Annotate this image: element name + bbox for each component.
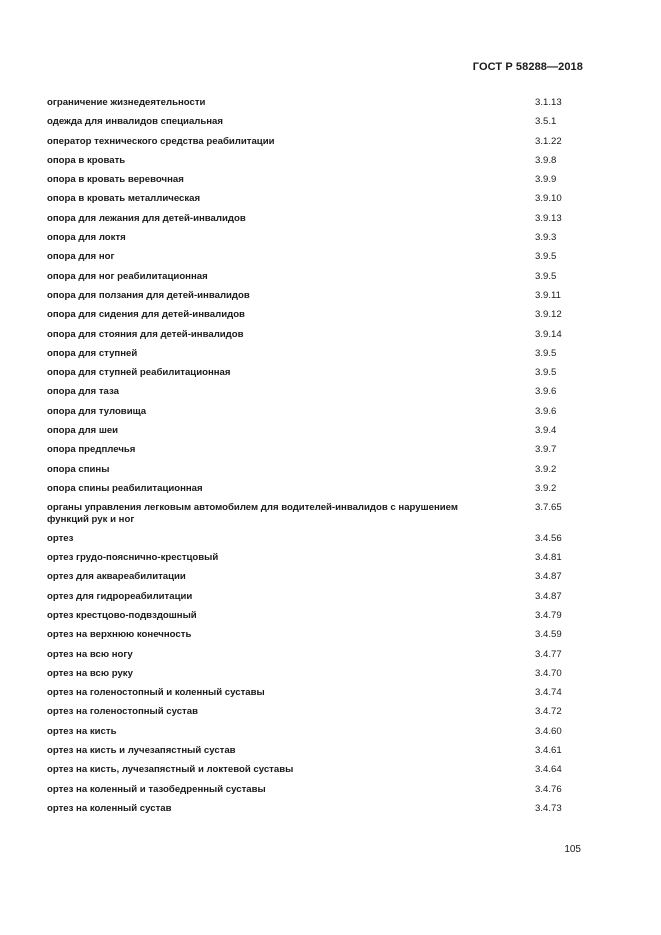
index-entry bbox=[47, 347, 567, 366]
index-entry bbox=[47, 270, 567, 289]
index-entry bbox=[47, 802, 567, 821]
index-entry bbox=[47, 763, 567, 782]
index-entry bbox=[47, 385, 567, 404]
index-ref: 3.4.72 bbox=[535, 706, 562, 718]
index-entry bbox=[47, 212, 567, 231]
index-ref: 3.9.14 bbox=[535, 328, 562, 340]
index-term: опора для локтя bbox=[47, 232, 126, 244]
index-term: ортез на коленный и тазобедренный суставы bbox=[47, 783, 266, 795]
index-ref: 3.9.8 bbox=[535, 154, 557, 166]
index-ref: 3.1.22 bbox=[535, 135, 562, 147]
index-term: ортез на кисть, лучезапястный и локтевой суставы bbox=[47, 764, 294, 776]
index-ref: 3.4.70 bbox=[535, 667, 562, 679]
index-entry bbox=[47, 482, 567, 501]
index-ref: 3.4.73 bbox=[535, 802, 562, 814]
index-term: оператор технического средства реабилитации bbox=[47, 135, 275, 147]
index-entry bbox=[47, 783, 567, 802]
index-ref: 3.9.9 bbox=[535, 174, 557, 186]
index-term: ортез крестцово-подвздошный bbox=[47, 609, 197, 621]
index-term: опора спины реабилитационная bbox=[47, 482, 203, 494]
index-term: ортез на кисть bbox=[47, 725, 117, 737]
index-term: опора для ступней bbox=[47, 347, 138, 359]
index-term: опора для шеи bbox=[47, 425, 119, 437]
index-term: ортез на верхнюю конечность bbox=[47, 629, 192, 641]
index-ref: 3.4.76 bbox=[535, 783, 562, 795]
index-entry bbox=[47, 289, 567, 308]
index-entry bbox=[47, 135, 567, 154]
index-term: опора для стояния для детей-инвалидов bbox=[47, 328, 244, 340]
index-entry bbox=[47, 250, 567, 269]
index-term: ортез на голеностопный сустав bbox=[47, 706, 198, 718]
index-term: опора для лежания для детей-инвалидов bbox=[47, 212, 246, 224]
index-entry bbox=[47, 424, 567, 443]
index-entry bbox=[47, 192, 567, 211]
index-term: опора для ног bbox=[47, 251, 115, 263]
index-ref: 3.9.2 bbox=[535, 463, 557, 475]
index-ref: 3.9.5 bbox=[535, 251, 557, 263]
index-term: ограничение жизнедеятельности bbox=[47, 97, 206, 108]
index-ref: 3.9.13 bbox=[535, 212, 562, 224]
index-term: ортез грудо-пояснично-крестцовый bbox=[47, 552, 219, 564]
document-header: ГОСТ Р 58288—2018 bbox=[472, 61, 583, 73]
index-ref: 3.4.59 bbox=[535, 629, 562, 641]
index-term: опора в кровать веревочная bbox=[47, 174, 184, 186]
index-ref: 3.9.3 bbox=[535, 232, 557, 244]
index-ref: 3.4.87 bbox=[535, 590, 562, 602]
index-ref: 3.9.5 bbox=[535, 367, 557, 379]
index-ref: 3.9.7 bbox=[535, 444, 557, 456]
index-ref: 3.9.11 bbox=[535, 289, 561, 301]
index-entry bbox=[47, 173, 567, 192]
index-term: ортез bbox=[47, 532, 74, 544]
index-entry bbox=[47, 705, 567, 724]
index-ref: 3.4.64 bbox=[535, 764, 562, 776]
index-term: ортез на всю руку bbox=[47, 667, 133, 679]
index-entry bbox=[47, 154, 567, 173]
index-ref: 3.4.74 bbox=[535, 687, 562, 699]
index-term: ортез на кисть и лучезапястный сустав bbox=[47, 745, 236, 756]
index-term: ортез для гидрореабилитации bbox=[47, 590, 193, 602]
index-ref: 3.4.56 bbox=[535, 532, 562, 544]
index-term: ортез для аквареабилитации bbox=[47, 571, 186, 583]
index-ref: 3.5.1 bbox=[535, 116, 557, 128]
index-ref: 3.9.6 bbox=[535, 405, 557, 417]
index-entry bbox=[47, 308, 567, 327]
index-term: опора для таза bbox=[47, 386, 119, 398]
index-ref: 3.9.10 bbox=[535, 193, 562, 205]
index-entry bbox=[47, 551, 567, 570]
index-entry bbox=[47, 231, 567, 250]
index-term: опора в кровать bbox=[47, 154, 126, 166]
index-entry bbox=[47, 328, 567, 347]
index-term: опора для ног реабилитационная bbox=[47, 270, 208, 282]
index-entry bbox=[47, 405, 567, 424]
index-ref: 3.4.61 bbox=[535, 745, 562, 756]
index-entry bbox=[47, 686, 567, 705]
index-ref: 3.7.65 bbox=[535, 502, 562, 514]
index-entry bbox=[47, 648, 567, 667]
index-entry bbox=[47, 463, 567, 482]
index-entry bbox=[47, 366, 567, 385]
index-term: опора для ползания для детей-инвалидов bbox=[47, 289, 250, 301]
index-term: органы управления легковым автомобилем для водителей-инвалидов с нарушением функций рук и ног bbox=[47, 502, 458, 526]
index-term: ортез на голеностопный и коленный суставы bbox=[47, 687, 265, 699]
index-entry bbox=[47, 609, 567, 628]
index-entry bbox=[47, 443, 567, 462]
index-entry bbox=[47, 570, 567, 589]
index-ref: 3.9.12 bbox=[535, 309, 562, 321]
index-entry bbox=[47, 96, 567, 115]
index-term: опора спины bbox=[47, 463, 110, 475]
index-term: ортез на коленный сустав bbox=[47, 802, 172, 814]
index-entry bbox=[47, 501, 567, 532]
index-term: ортез на всю ногу bbox=[47, 648, 133, 660]
index-ref: 3.9.6 bbox=[535, 386, 557, 398]
index-term: опора для ступней реабилитационная bbox=[47, 367, 231, 379]
index-entry bbox=[47, 115, 567, 134]
index-ref: 3.9.5 bbox=[535, 347, 557, 359]
index-ref: 3.9.2 bbox=[535, 482, 557, 494]
index-entry bbox=[47, 725, 567, 744]
index-term: одежда для инвалидов специальная bbox=[47, 116, 223, 128]
index-ref: 3.4.77 bbox=[535, 648, 562, 660]
index-entry bbox=[47, 590, 567, 609]
index-ref: 3.4.79 bbox=[535, 609, 562, 621]
index-ref: 3.1.13 bbox=[535, 97, 562, 108]
index-entry bbox=[47, 744, 567, 763]
index-ref: 3.4.60 bbox=[535, 725, 562, 737]
index-term: опора в кровать металлическая bbox=[47, 193, 201, 205]
index-entry bbox=[47, 532, 567, 551]
index-ref: 3.4.87 bbox=[535, 571, 562, 583]
page-number: 105 bbox=[564, 844, 581, 855]
index-ref: 3.4.81 bbox=[535, 552, 562, 564]
index-ref: 3.9.4 bbox=[535, 425, 557, 437]
index-ref: 3.9.5 bbox=[535, 270, 557, 282]
index-term: опора для сидения для детей-инвалидов bbox=[47, 309, 245, 321]
alphabetical-index bbox=[47, 96, 567, 821]
index-entry bbox=[47, 628, 567, 647]
index-entry bbox=[47, 667, 567, 686]
index-term: опора предплечья bbox=[47, 444, 136, 456]
index-term: опора для туловища bbox=[47, 405, 147, 417]
